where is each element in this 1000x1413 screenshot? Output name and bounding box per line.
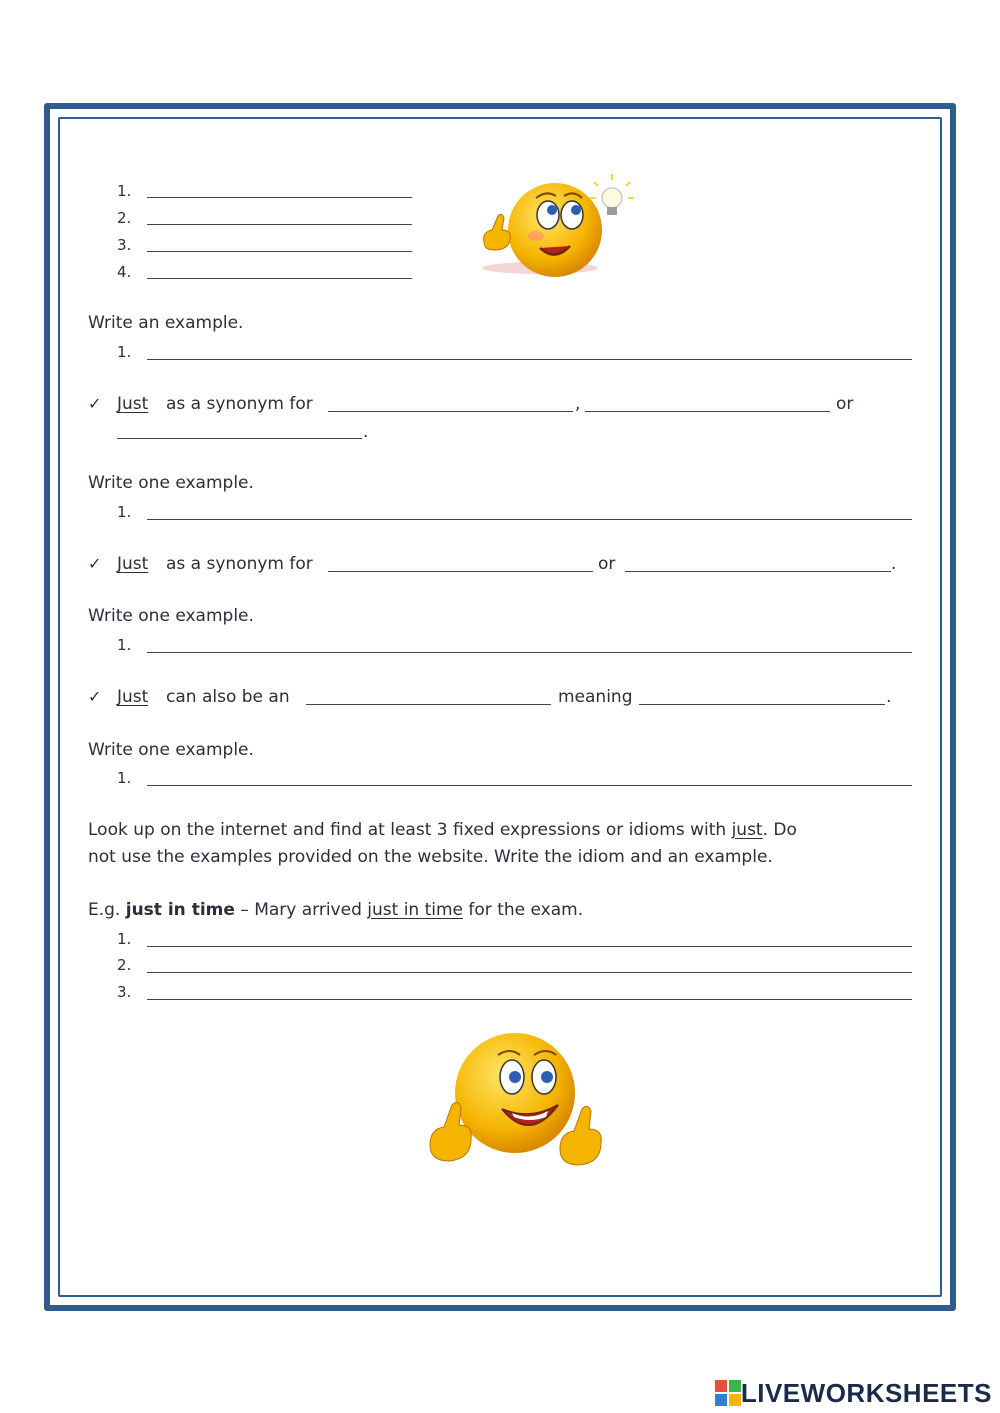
list-number: 2. <box>117 209 132 227</box>
keyword-just: just <box>731 820 763 840</box>
answer-blank[interactable] <box>306 704 551 705</box>
keyword-just: Just <box>117 687 149 707</box>
answer-blank[interactable] <box>639 704 885 705</box>
or-text: or <box>836 394 854 414</box>
answer-blank[interactable] <box>147 946 912 947</box>
example-underlined: just in time <box>367 900 464 920</box>
answer-blank[interactable] <box>147 999 912 1000</box>
list-number: 2. <box>117 956 132 974</box>
check-icon: ✓ <box>88 687 102 706</box>
keyword-just: Just <box>117 394 149 414</box>
list-number: 1. <box>117 930 132 948</box>
period: . <box>891 554 897 574</box>
or-text: or <box>598 554 616 574</box>
answer-blank[interactable] <box>147 197 412 198</box>
brand-logo[interactable] <box>715 1378 992 1408</box>
example-text: – Mary arrived <box>234 900 368 920</box>
also-text: can also be an <box>166 687 290 707</box>
thinking-smiley-icon <box>470 170 645 295</box>
brand-name: LIVEWORKSHEETS <box>740 1377 992 1408</box>
idioms-text: Look up on the internet and find at least 3 fixed expressions or idioms with <box>88 820 732 840</box>
answer-blank[interactable] <box>585 411 830 412</box>
answer-blank[interactable] <box>147 785 912 786</box>
answer-blank[interactable] <box>328 411 573 412</box>
synonym-text: as a synonym for <box>166 394 313 414</box>
idioms-instruction-line1 <box>88 820 797 840</box>
list-number: 1. <box>117 182 132 200</box>
answer-blank[interactable] <box>147 359 912 360</box>
answer-blank[interactable] <box>147 278 412 279</box>
example-prefix: E.g. <box>88 900 126 920</box>
comma: , <box>575 394 581 414</box>
example-idiom: just in time <box>125 900 235 920</box>
example-text: for the exam. <box>463 900 584 920</box>
idioms-instruction-line2: not use the examples provided on the website. Write the idiom and an example. <box>88 847 773 867</box>
answer-blank[interactable] <box>625 571 891 572</box>
example-line <box>88 900 583 920</box>
answer-blank[interactable] <box>147 972 912 973</box>
thumbs-up-smiley-icon <box>420 1025 605 1180</box>
answer-blank[interactable] <box>147 251 412 252</box>
period: . <box>363 422 369 442</box>
instruction-text: Write one example. <box>88 606 254 626</box>
liveworksheets-logo-icon <box>715 1380 741 1406</box>
list-number: 3. <box>117 236 132 254</box>
instruction-text: Write one example. <box>88 473 254 493</box>
synonym-text: as a synonym for <box>166 554 313 574</box>
period: . <box>886 687 892 707</box>
answer-blank[interactable] <box>117 438 362 439</box>
list-number: 1. <box>117 636 132 654</box>
idioms-text: . Do <box>762 820 797 840</box>
list-number: 3. <box>117 983 132 1001</box>
list-number: 1. <box>117 503 132 521</box>
check-icon: ✓ <box>88 554 102 573</box>
meaning-text: meaning <box>558 687 633 707</box>
answer-blank[interactable] <box>147 519 912 520</box>
answer-blank[interactable] <box>328 571 593 572</box>
list-number: 1. <box>117 343 132 361</box>
instruction-text: Write one example. <box>88 740 254 760</box>
keyword-just: Just <box>117 554 149 574</box>
list-number: 4. <box>117 263 132 281</box>
instruction-text: Write an example. <box>88 313 244 333</box>
answer-blank[interactable] <box>147 224 412 225</box>
list-number: 1. <box>117 769 132 787</box>
check-icon: ✓ <box>88 394 102 413</box>
answer-blank[interactable] <box>147 652 912 653</box>
